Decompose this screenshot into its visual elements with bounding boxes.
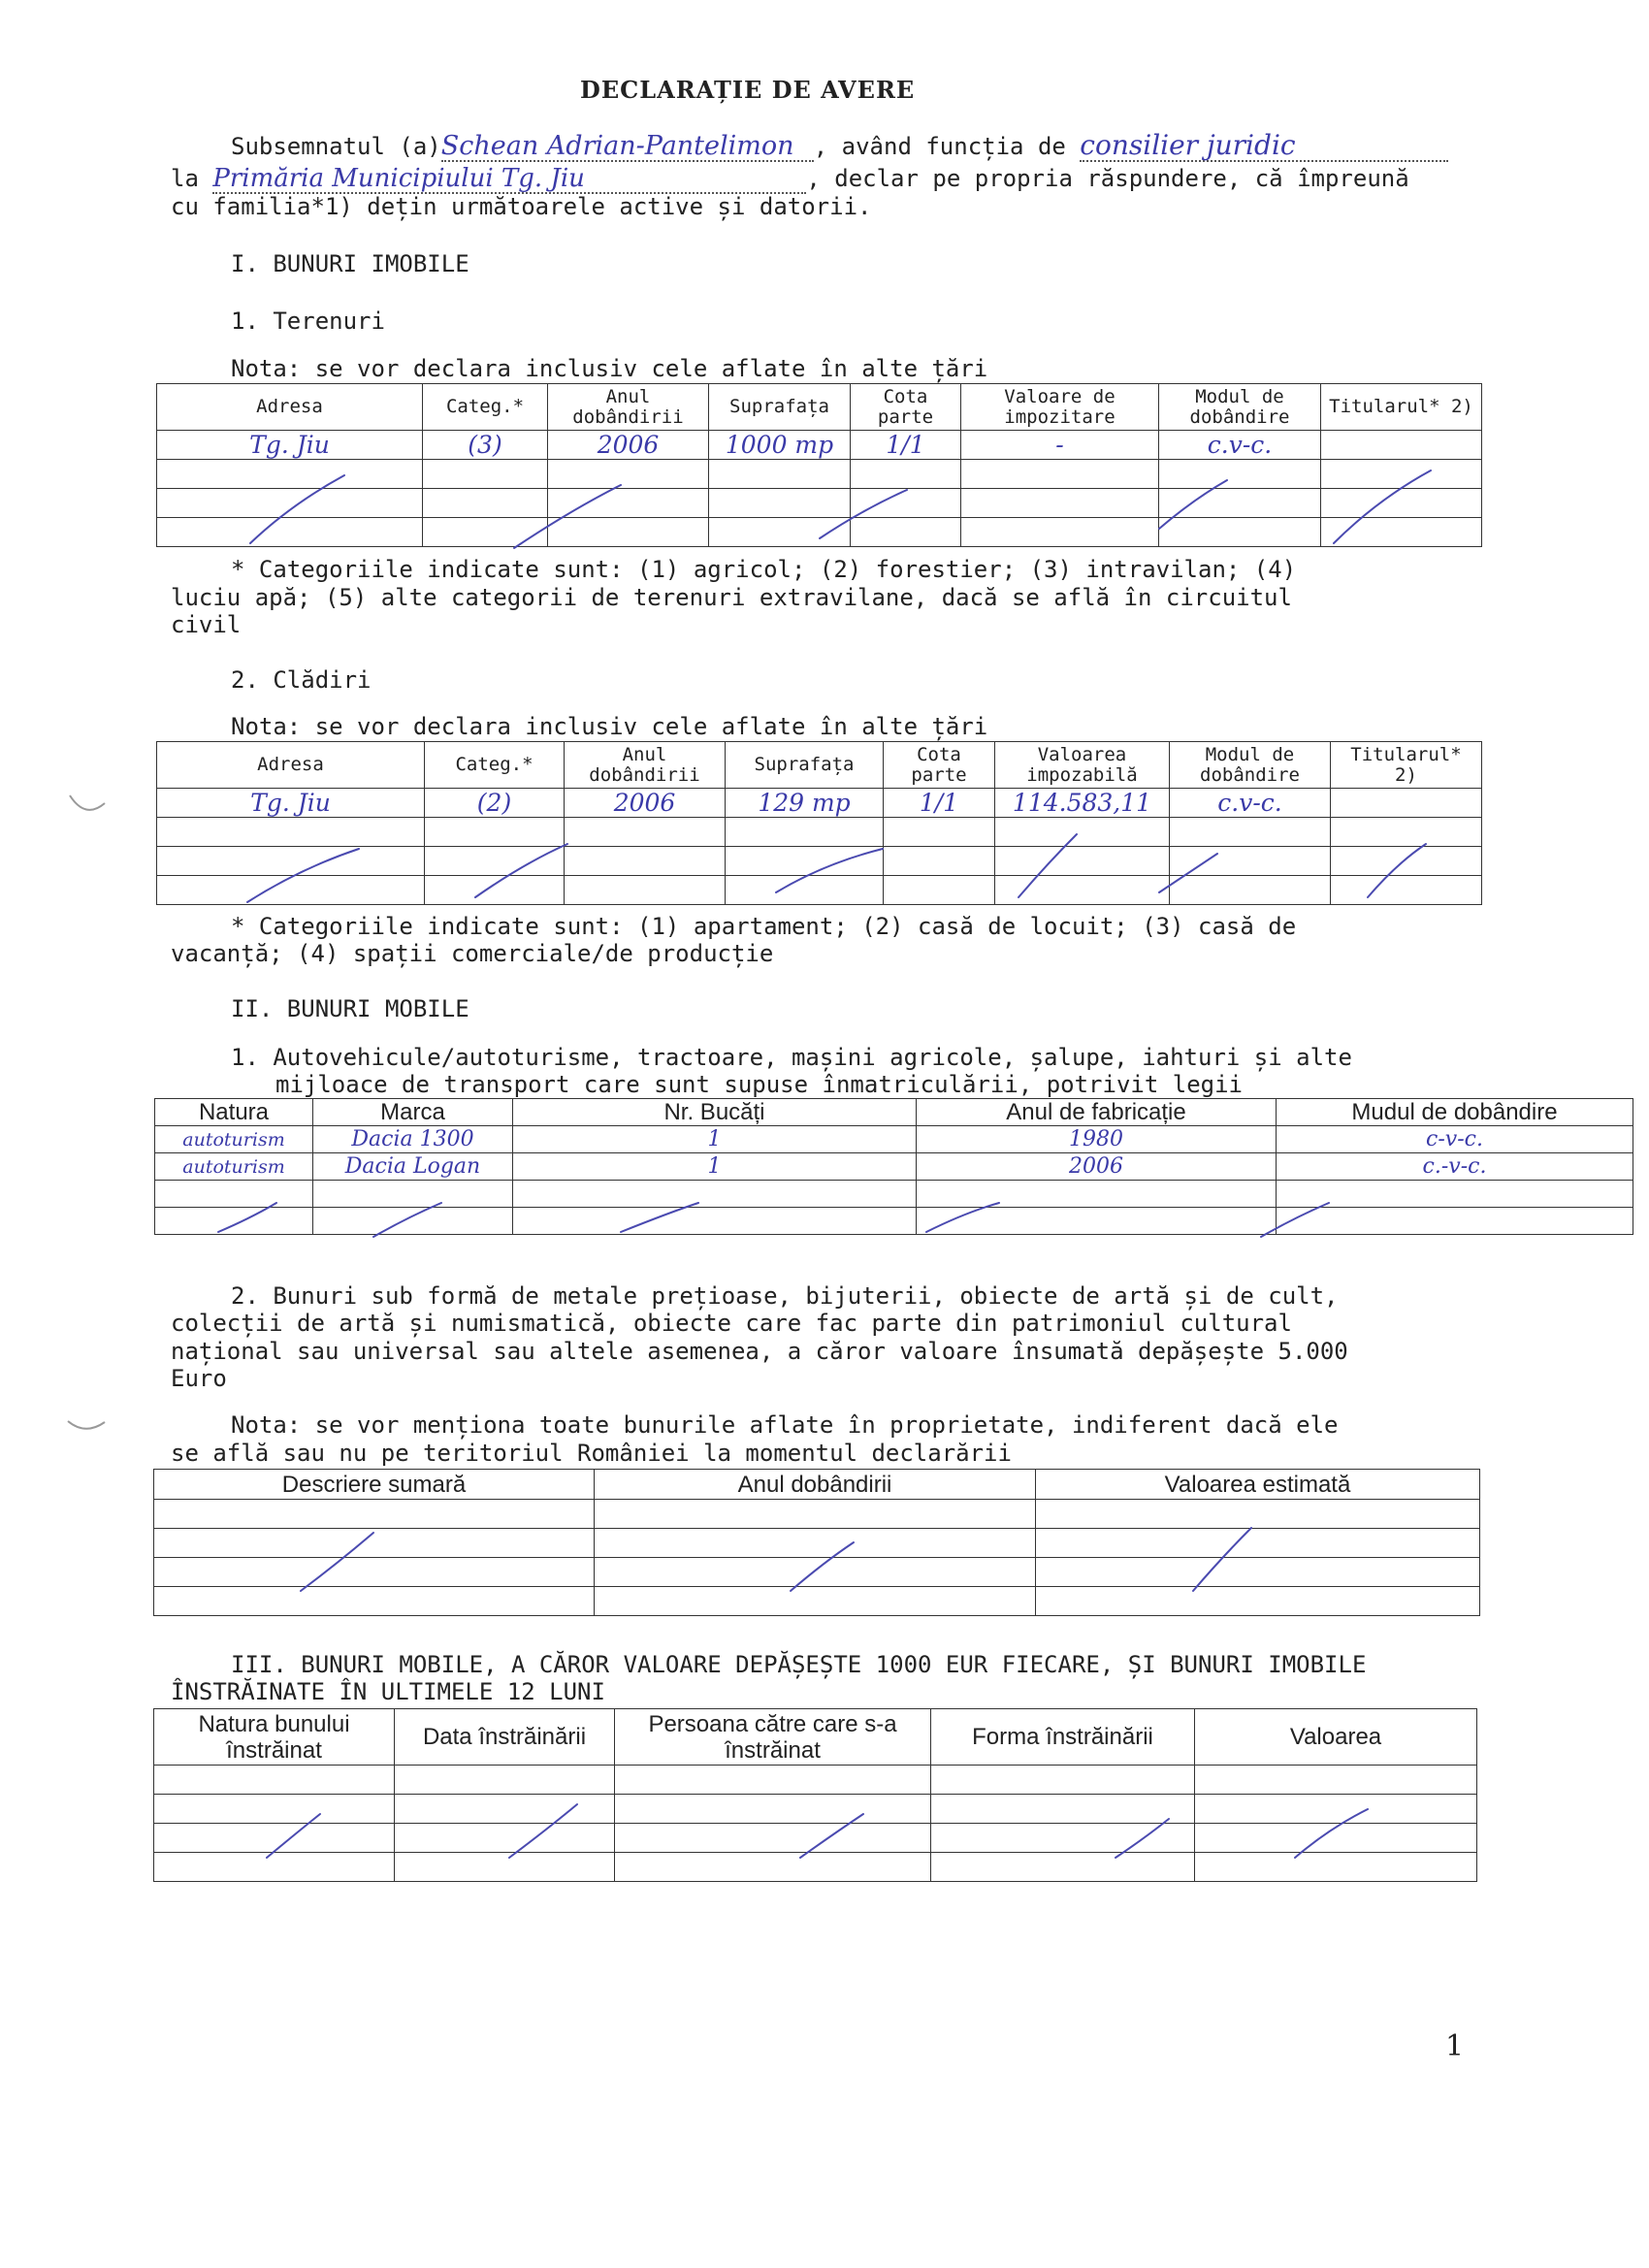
table-cell: c.-v-c. — [1277, 1153, 1633, 1181]
valuables-note-1: Nota: se vor menționa toate bunurile aflate în proprietate, indiferent dacă ele — [231, 1411, 1339, 1439]
section-1-title: I. BUNURI IMOBILE — [231, 250, 469, 277]
column-header: Descriere sumară — [154, 1470, 595, 1500]
table-header-row — [155, 1099, 1633, 1126]
table-cell: 1/1 — [851, 431, 961, 460]
column-header: Anul dobândirii — [548, 384, 709, 431]
table-row-empty — [155, 1181, 1633, 1208]
column-header: Anul dobândirii — [565, 742, 726, 789]
column-header: Adresa — [157, 384, 423, 431]
terenuri-footnote-1: * Categoriile indicate sunt: (1) agricol; (2) forestier; (3) intravilan; (4) — [231, 556, 1297, 583]
column-header: Valoarea — [1195, 1709, 1477, 1766]
table-header-row — [154, 1709, 1477, 1766]
terenuri-footnote-2: luciu apă; (5) alte categorii de terenuri extravilane, dacă se află în circuitul — [171, 584, 1292, 611]
vehicles-subtitle-2: mijloace de transport care sunt supuse înmatriculării, potrivit legii — [275, 1071, 1243, 1098]
section-3-title-2: ÎNSTRĂINATE ÎN ULTIMELE 12 LUNI — [171, 1678, 605, 1705]
table-row-empty — [154, 1587, 1480, 1616]
valuables-para-3: național sau universal sau altele asemenea, a căror valoare însumată depășește 5.000 — [171, 1338, 1348, 1365]
valuables-table — [153, 1469, 1480, 1616]
table-cell — [1331, 789, 1482, 818]
table-cell: c.v-c. — [1159, 431, 1321, 460]
table-row — [155, 1153, 1633, 1181]
table-row — [157, 789, 1482, 818]
table-cell: 114.583,11 — [995, 789, 1170, 818]
cladiri-table — [156, 741, 1482, 905]
column-header: Modul de dobândire — [1170, 742, 1331, 789]
column-header: Natura bunului înstrăinat — [154, 1709, 395, 1766]
column-header: Cota parte — [851, 384, 961, 431]
table-row — [157, 431, 1482, 460]
table-cell: Tg. Jiu — [157, 431, 423, 460]
table-cell: 2006 — [565, 789, 726, 818]
table-row-empty — [157, 847, 1482, 876]
table-cell: 1 — [513, 1153, 917, 1181]
column-header: Forma înstrăinării — [931, 1709, 1195, 1766]
column-header: Categ.* — [425, 742, 565, 789]
intro-prefix: Subsemnatul (a) — [231, 133, 441, 160]
table-cell: 1000 mp — [709, 431, 851, 460]
table-cell: c.v-c. — [1170, 789, 1331, 818]
table-cell: (3) — [423, 431, 548, 460]
table-cell — [1321, 431, 1482, 460]
section-3-title-1: III. BUNURI MOBILE, A CĂROR VALOARE DEPĂȘEȘTE 1000 EUR FIECARE, ȘI BUNURI IMOBILE — [231, 1651, 1367, 1678]
column-header: Suprafața — [726, 742, 884, 789]
table-cell: 1980 — [917, 1126, 1277, 1153]
cladiri-subtitle: 2. Clădiri — [231, 666, 372, 694]
intro-line-1 — [231, 129, 1448, 162]
table-cell: Dacia Logan — [313, 1153, 513, 1181]
table-cell: 2006 — [548, 431, 709, 460]
table-cell: Tg. Jiu — [157, 789, 425, 818]
table-row-empty — [154, 1529, 1480, 1558]
column-header: Valoarea estimată — [1036, 1470, 1480, 1500]
table-cell: (2) — [425, 789, 565, 818]
column-header: Adresa — [157, 742, 425, 789]
table-cell: 2006 — [917, 1153, 1277, 1181]
column-header: Marca — [313, 1099, 513, 1126]
table-header-row — [157, 742, 1482, 789]
table-row-empty — [157, 518, 1482, 547]
terenuri-subtitle: 1. Terenuri — [231, 308, 385, 335]
column-header: Valoare de impozitare — [961, 384, 1159, 431]
column-header: Categ.* — [423, 384, 548, 431]
table-cell: autoturism — [155, 1126, 313, 1153]
cladiri-footnote-1: * Categoriile indicate sunt: (1) apartament; (2) casă de locuit; (3) casă de — [231, 913, 1297, 940]
table-row-empty — [154, 1824, 1477, 1853]
table-cell: 1 — [513, 1126, 917, 1153]
page-title: DECLARAȚIE DE AVERE — [580, 76, 916, 104]
table-row-empty — [154, 1853, 1477, 1882]
cladiri-note: Nota: se vor declara inclusiv cele aflate în alte țări — [231, 713, 988, 740]
column-header: Modul de dobândire — [1159, 384, 1321, 431]
table-cell: autoturism — [155, 1153, 313, 1181]
column-header: Anul de fabricație — [917, 1099, 1277, 1126]
terenuri-footnote-3: civil — [171, 611, 242, 638]
table-row-empty — [154, 1500, 1480, 1529]
cladiri-footnote-2: vacanță; (4) spații comerciale/de producție — [171, 940, 774, 967]
valuables-para-2: colecții de artă și numismatică, obiecte care fac parte din patrimoniul cultural — [171, 1310, 1292, 1337]
table-row-empty — [157, 489, 1482, 518]
table-row-empty — [155, 1208, 1633, 1235]
valuables-para-1: 2. Bunuri sub formă de metale prețioase, bijuterii, obiecte de artă și de cult, — [231, 1282, 1339, 1310]
vehicles-table — [154, 1098, 1633, 1235]
punch-hole-mark — [70, 795, 105, 810]
intro-mid: , având funcția de — [813, 133, 1066, 160]
punch-hole-marks — [68, 795, 105, 1429]
terenuri-table — [156, 383, 1482, 547]
column-header: Persoana către care s-a înstrăinat — [615, 1709, 931, 1766]
table-row-empty — [154, 1766, 1477, 1795]
valuables-para-4: Euro — [171, 1365, 227, 1392]
column-header: Data înstrăinării — [395, 1709, 615, 1766]
column-header: Suprafața — [709, 384, 851, 431]
table-cell: 129 mp — [726, 789, 884, 818]
column-header: Titularul* 2) — [1321, 384, 1482, 431]
table-row — [155, 1126, 1633, 1153]
table-cell: c-v-c. — [1277, 1126, 1633, 1153]
table-cell: 1/1 — [884, 789, 995, 818]
column-header: Titularul* 2) — [1331, 742, 1482, 789]
column-header: Natura — [155, 1099, 313, 1126]
table-header-row — [157, 384, 1482, 431]
page-number: 1 — [1445, 2029, 1465, 2063]
table-row-empty — [154, 1795, 1477, 1824]
intro-line-2: la Primăria Municipiului Tg. Jiu , declar pe propria răspundere, că împreună — [171, 164, 1409, 193]
column-header: Mudul de dobândire — [1277, 1099, 1633, 1126]
intro-line-3: cu familia*1) dețin următoarele active și datorii. — [171, 193, 872, 220]
vehicles-subtitle-1: 1. Autovehicule/autoturisme, tractoare, mașini agricole, șalupe, iahturi și alte — [231, 1044, 1352, 1071]
table-row-empty — [154, 1558, 1480, 1587]
institution-name: Primăria Municipiului Tg. Jiu — [212, 164, 585, 193]
column-header: Nr. Bucăți — [513, 1099, 917, 1126]
declarant-function: consilier juridic — [1080, 129, 1296, 161]
terenuri-note: Nota: se vor declara inclusiv cele aflate în alte țări — [231, 355, 988, 382]
table-row-empty — [157, 460, 1482, 489]
valuables-note-2: se află sau nu pe teritoriul României la momentul declarării — [171, 1440, 1012, 1467]
section-2-title: II. BUNURI MOBILE — [231, 995, 469, 1022]
table-header-row — [154, 1470, 1480, 1500]
column-header: Valoarea impozabilă — [995, 742, 1170, 789]
column-header: Cota parte — [884, 742, 995, 789]
alienated-table — [153, 1708, 1477, 1882]
table-cell: - — [961, 431, 1159, 460]
table-row-empty — [157, 818, 1482, 847]
table-cell: Dacia 1300 — [313, 1126, 513, 1153]
table-row-empty — [157, 876, 1482, 905]
declarant-name: Schean Adrian-Pantelimon — [440, 131, 794, 161]
punch-hole-mark — [68, 1421, 105, 1429]
column-header: Anul dobândirii — [595, 1470, 1036, 1500]
